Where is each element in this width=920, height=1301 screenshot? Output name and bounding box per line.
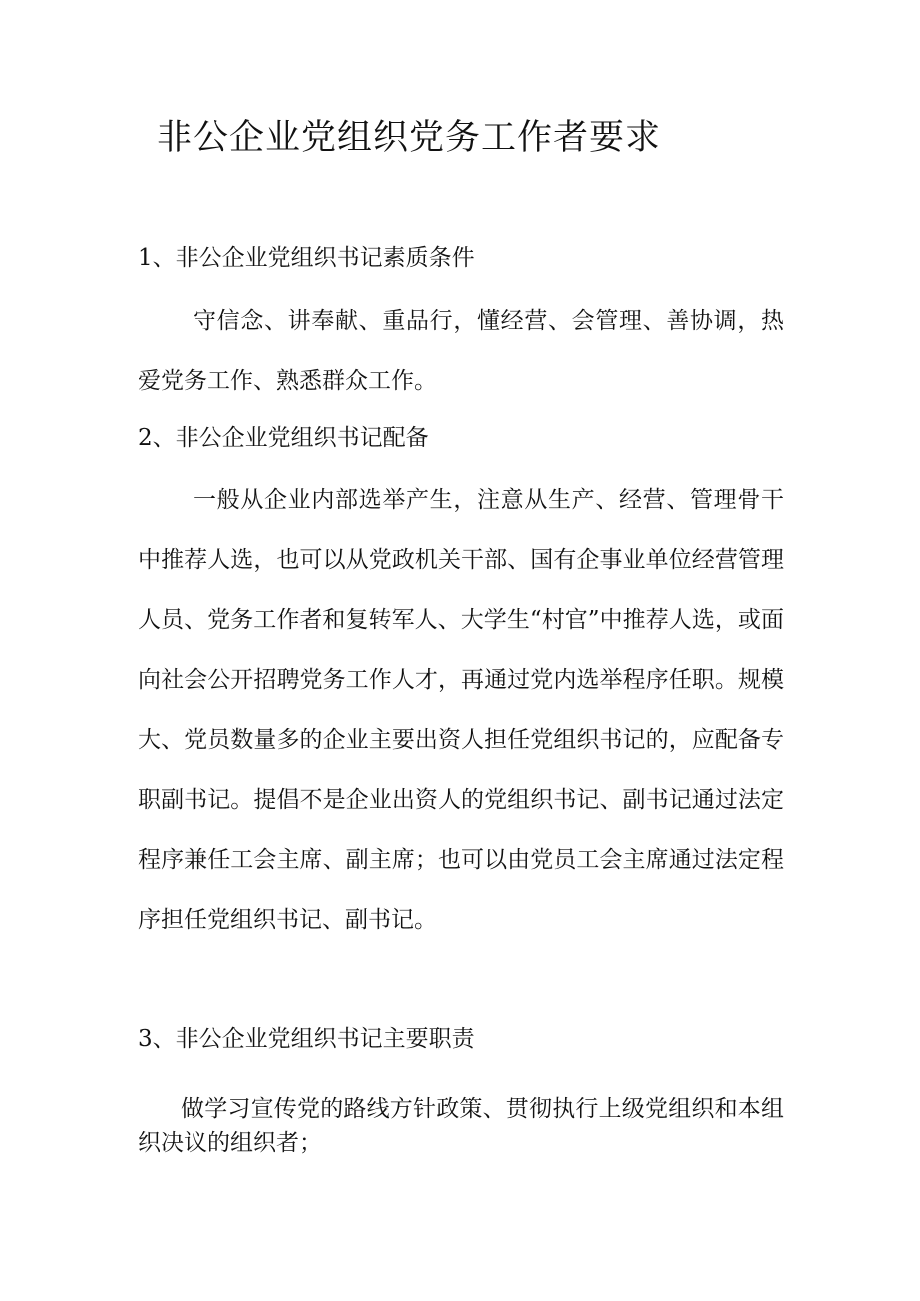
- section-body-2: 一般从企业内部选举产生，注意从生产、经营、管理骨干中推荐人选，也可以从党政机关干部、国有企事业单位经营管理人员、党务工作者和复转军人、大学生“村官”中推荐人选，或面向社会公开招聘党务工作人才，再通过党内选举程序任职。规模大、党员数量多的企业主要出资人担任党组织书记的，应配备专职副书记。提倡不是企业出资人的党组织书记、副书记通过法定程序兼任工会主席、副主席；也可以由党员工会主席通过法定程序担任党组织书记、副书记。: [138, 487, 784, 933]
- section-heading-2: 2、非公企业党组织书记配备: [138, 425, 429, 451]
- section-heading-1: 1、非公企业党组织书记素质条件: [138, 245, 475, 271]
- section-heading-3: 3、非公企业党组织书记主要职责: [138, 1026, 475, 1052]
- section-body-1: 守信念、讲奉献、重品行，懂经营、会管理、善协调，热爱党务工作、熟悉群众工作。: [138, 308, 784, 394]
- document-title: 非公企业党组织党务工作者要求: [157, 118, 662, 158]
- section-body-3: 做学习宣传党的路线方针政策、贯彻执行上级党组织和本组织决议的组织者；: [138, 1096, 784, 1156]
